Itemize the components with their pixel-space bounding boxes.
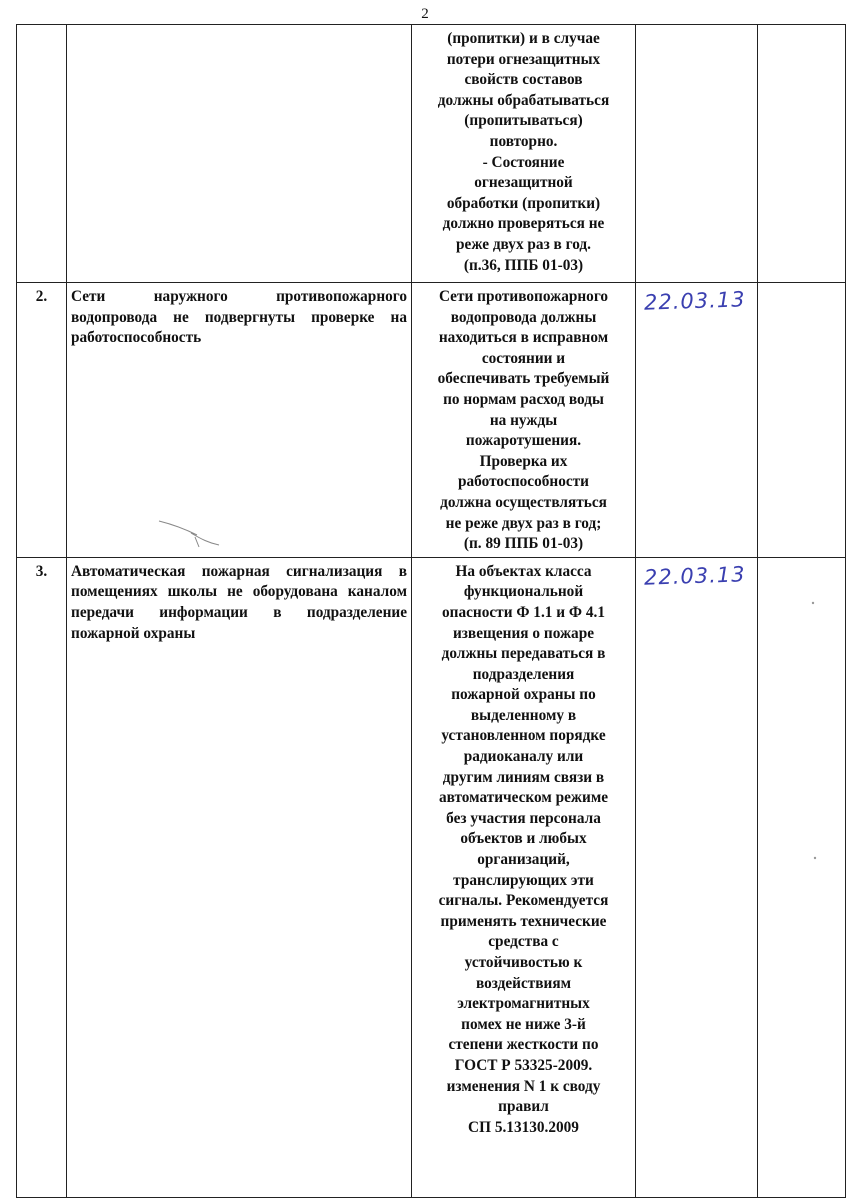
table-row	[17, 283, 846, 558]
violation-description	[67, 25, 412, 283]
deadline-date	[636, 25, 758, 283]
inspection-table	[16, 24, 846, 1198]
handwritten-date: 22.03.13	[643, 561, 746, 590]
page-number: 2	[421, 6, 429, 22]
violation-description: Сети наружного противопожарного водопровода не подвергнуты проверке на работоспособность	[67, 283, 412, 558]
row-number: 2.	[17, 283, 67, 558]
note-cell	[758, 557, 846, 1197]
scan-dot-mark	[810, 600, 816, 606]
requirement-text: Сети противопожарного водопровода должны находиться в исправном состоянии и обеспечивать требуемый по нормам расход воды на нужды пожаротушения. Проверка их работоспособности должна осуществляться не реже двух раз в год; (п. 89 ППБ 01-03)	[412, 283, 636, 558]
scan-dot-mark	[812, 855, 818, 861]
note-cell	[758, 25, 846, 283]
requirement-text: На объектах класса функциональной опасности Ф 1.1 и Ф 4.1 извещения о пожаре должны передаваться в подразделения пожарной охраны по выделенному в установленном порядке радиоканалу или другим линиям связи в автоматическом режиме без участия персонала объектов и любых организаций, транслирующих эти сигналы. Рекомендуется применять технические средства с устойчивостью к воздействиям электромагнитных помех не ниже 3-й степени жесткости по ГОСТ Р 53325-2009. изменения N 1 к своду правил СП 5.13130.2009	[412, 557, 636, 1197]
violation-description: Автоматическая пожарная сигнализация в помещениях школы не оборудована каналом передачи информации в подразделение пожарной охраны	[67, 557, 412, 1197]
table-row	[17, 25, 846, 283]
scan-scribble-mark	[155, 515, 225, 551]
handwritten-date: 22.03.13	[643, 287, 746, 315]
table-row	[17, 557, 846, 1197]
row-number: 3.	[17, 557, 67, 1197]
note-cell	[758, 283, 846, 558]
requirement-text: (пропитки) и в случае потери огнезащитных свойств составов должны обрабатываться (пропитываться) повторно. - Состояние огнезащитной обработки (пропитки) должно проверяться не реже двух раз в год. (п.36, ППБ 01-03)	[412, 25, 636, 283]
deadline-date	[636, 557, 758, 1197]
row-number	[17, 25, 67, 283]
deadline-date	[636, 283, 758, 558]
